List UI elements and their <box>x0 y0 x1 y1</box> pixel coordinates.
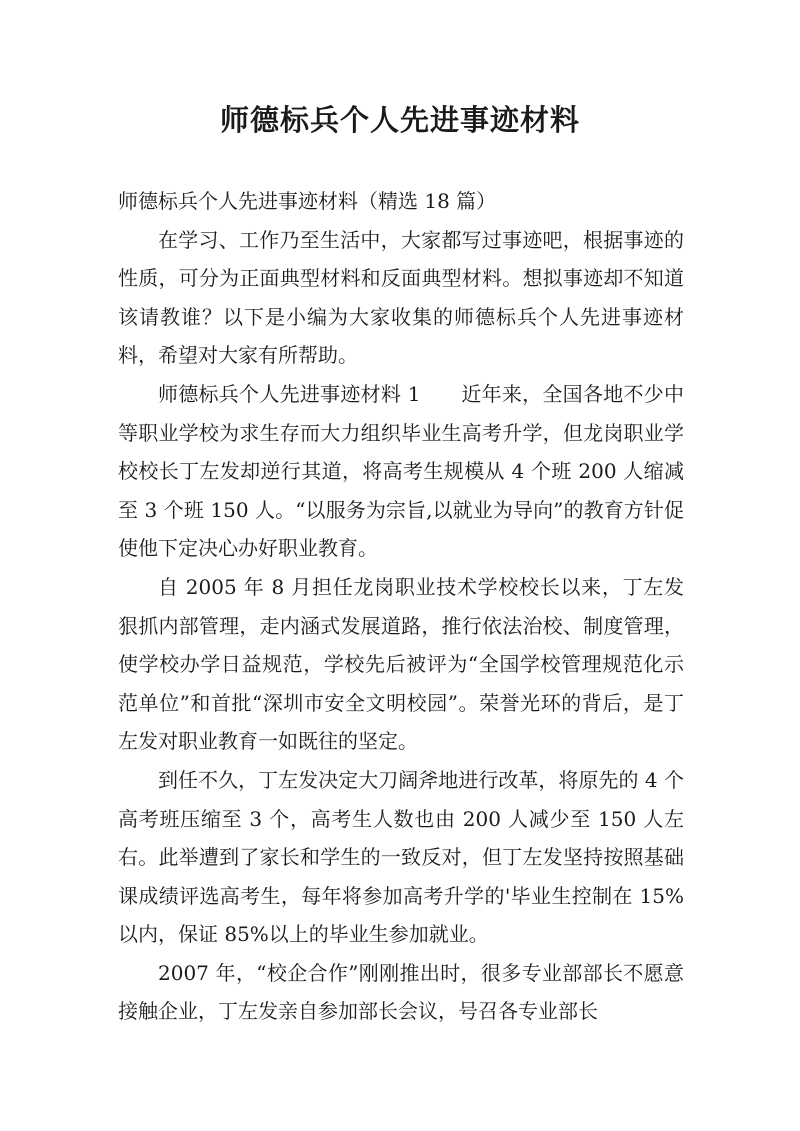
paragraph-management: 自 2005 年 8 月担任龙岗职业技术学校校长以来，丁左发狠抓内部管理，走内涵式发展道路，推行依法治校、制度管理，使学校办学日益规范，学校先后被评为“全国学校管理规范化示范单位”和首批“深圳市安全文明校园”。荣誉光环的背后，是丁左发对职业教育一如既往的坚定。 <box>118 574 684 754</box>
paragraph-cooperation: 2007 年，“校企合作”刚刚推出时，很多专业部部长不愿意接触企业，丁左发亲自参加部长会议，号召各专业部长 <box>118 960 684 1024</box>
paragraph-material-1: 师德标兵个人先进事迹材料 1 近年来，全国各地不少中等职业学校为求生存而大力组织毕业生高考升学，但龙岗职业学校校长丁左发却逆行其道，将高考生规模从 4 个班 200 人缩减至 3 个班 150 人。“以服务为宗旨,以就业为导向”的教育方针促使他下定决心办好职业教育。 <box>118 381 684 561</box>
document-body <box>118 182 684 1031</box>
document-title: 师德标兵个人先进事迹材料 <box>219 103 580 137</box>
document-subtitle: 师德标兵个人先进事迹材料（精选 18 篇） <box>118 189 497 213</box>
paragraph-intro: 在学习、工作乃至生活中，大家都写过事迹吧，根据事迹的性质，可分为正面典型材料和反面典型材料。想拟事迹却不知道该请教谁？以下是小编为大家收集的师德标兵个人先进事迹材料，希望对大家有所帮助。 <box>118 227 684 368</box>
paragraph-reform: 到任不久，丁左发决定大刀阔斧地进行改革，将原先的 4 个高考班压缩至 3 个，高考生人数也由 200 人减少至 150 人左右。此举遭到了家长和学生的一致反对，但丁左发坚持按照基础课成绩评选高考生，每年将参加高考升学的'毕业生控制在 15%以内，保证 85%以上的毕业生参加就业。 <box>118 767 684 947</box>
